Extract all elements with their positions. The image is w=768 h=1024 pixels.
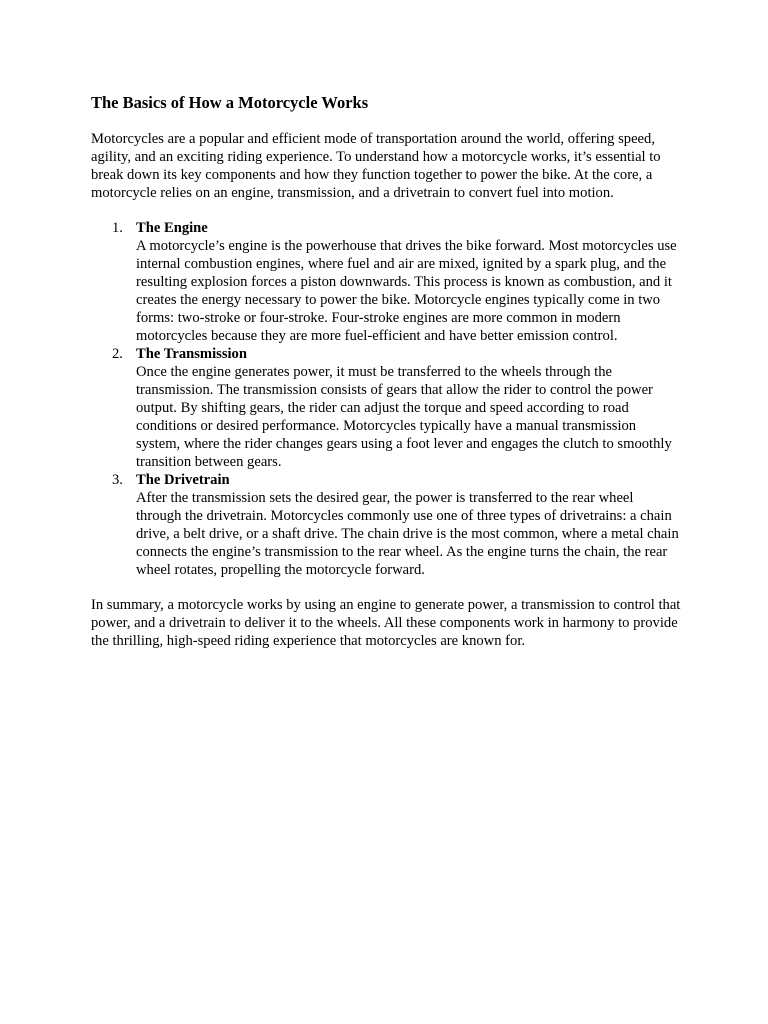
section-number: 3. xyxy=(112,472,123,488)
section-list xyxy=(91,219,681,579)
section-heading: The Engine xyxy=(136,220,208,236)
section-transmission xyxy=(91,345,681,471)
summary-paragraph: In summary, a motorcycle works by using an engine to generate power, a transmission to control that power, and a drivetrain to deliver it to the wheels. All these components work in harmony to provide the thrilling, high-speed riding experience that motorcycles are known for. xyxy=(91,597,681,649)
document-title: The Basics of How a Motorcycle Works xyxy=(91,93,369,112)
section-drivetrain xyxy=(91,471,681,579)
section-body: After the transmission sets the desired gear, the power is transferred to the rear wheel through the drivetrain. Motorcycles commonly use one of three types of drivetrains: a chain drive, a belt drive, or a shaft drive. The chain drive is the most common, where a metal chain connects the engine’s transmission to the rear wheel. As the engine turns the chain, the rear wheel rotates, propelling the motorcycle forward. xyxy=(136,490,679,578)
section-number: 2. xyxy=(112,346,123,362)
intro-paragraph: Motorcycles are a popular and efficient mode of transportation around the world, offering speed, agility, and an exciting riding experience. To understand how a motorcycle works, it’s essential to break down its key components and how they function together to power the bike. At the core, a motorcycle relies on an engine, transmission, and a drivetrain to convert fuel into motion. xyxy=(91,131,661,201)
section-body: Once the engine generates power, it must be transferred to the wheels through the transmission. The transmission consists of gears that allow the rider to control the power output. By shifting gears, the rider can adjust the torque and speed according to road conditions or desired performance. Motorcycles typically have a manual transmission system, where the rider changes gears using a foot lever and engages the clutch to smoothly transition between gears. xyxy=(136,364,672,470)
section-heading: The Transmission xyxy=(136,346,247,362)
section-engine xyxy=(91,219,681,345)
section-heading: The Drivetrain xyxy=(136,472,230,488)
section-body: A motorcycle’s engine is the powerhouse that drives the bike forward. Most motorcycles use internal combustion engines, where fuel and air are mixed, ignited by a spark plug, and the resulting explosion forces a piston downwards. This process is known as combustion, and it creates the energy necessary to power the bike. Motorcycle engines typically come in two forms: two-stroke or four-stroke. Four-stroke engines are more common in modern motorcycles because they are more fuel-efficient and have better emission control. xyxy=(136,238,677,344)
section-number: 1. xyxy=(112,220,123,236)
document-page xyxy=(91,92,681,650)
